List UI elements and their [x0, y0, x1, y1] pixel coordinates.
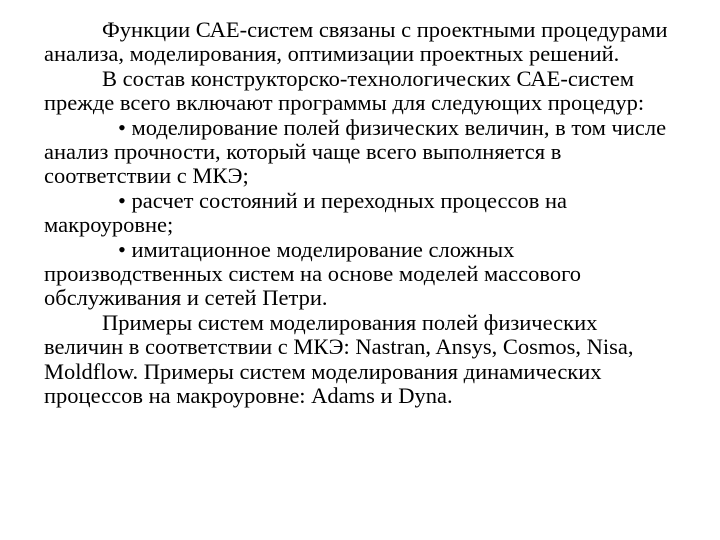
paragraph-system-examples: Примеры систем моделирования полей физических величин в соответствии с МКЭ: Nastran, Ansys, Cosmos, Nisa, Moldflow. Примеры систем моделирования динамических процессов на макроуровне: Adams и Dyna.: [44, 309, 634, 409]
paragraph-cae-functions: Функции САЕ-систем связаны с проектными процедурами анализа, моделирования, оптимизации проектных решений.: [44, 17, 668, 67]
body-text: [44, 18, 682, 409]
paragraph-cae-composition: В состав конструкторско-технологических САЕ-систем прежде всего включают программы для следующих процедур:: [44, 65, 645, 116]
bullet-macro-level-calculation: • расчет состояний и переходных процессов на макроуровне;: [44, 187, 568, 238]
bullet-field-modeling: • моделирование полей физических величин, в том числе анализ прочности, который чаще всего выполняется в соответствии с МКЭ;: [44, 114, 667, 189]
bullet-simulation-modeling: • имитационное моделирование сложных производственных систем на основе моделей массового обслуживания и сетей Петри.: [44, 236, 581, 311]
